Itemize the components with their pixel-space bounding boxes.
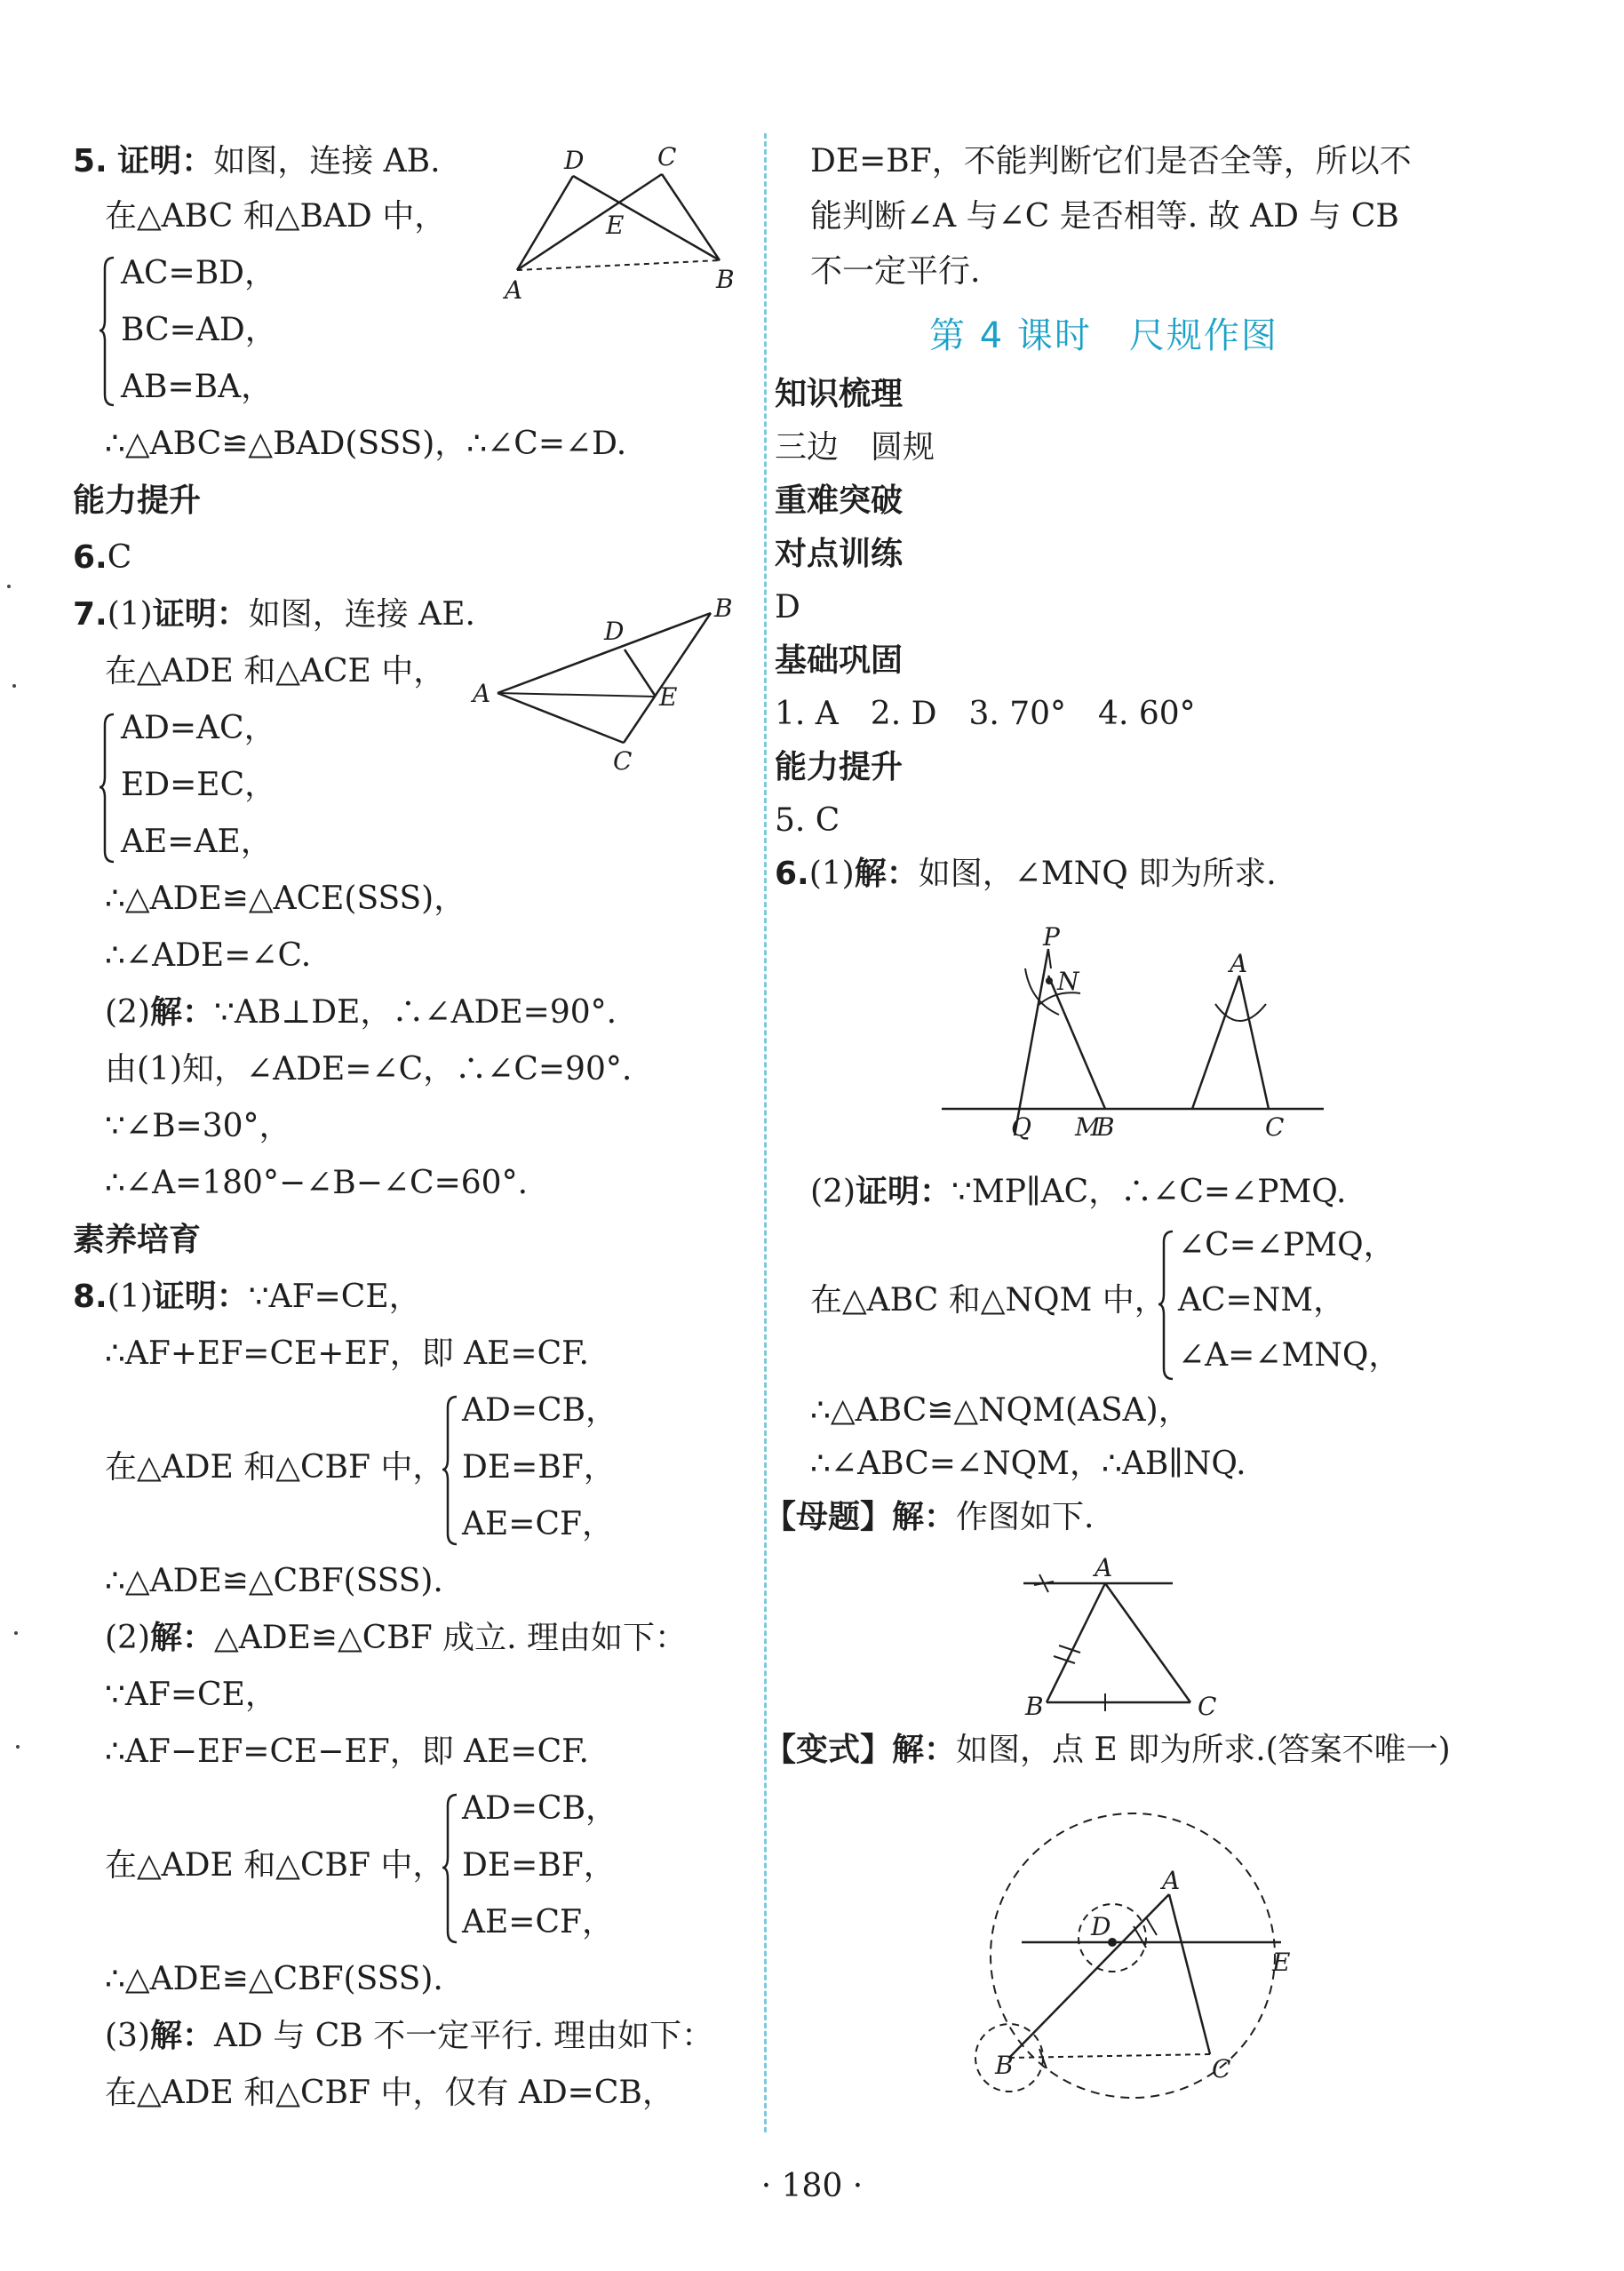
- fig5-label-B: B: [716, 265, 735, 294]
- q8-eq3: AE=CF，: [462, 1506, 614, 1542]
- right-section-ability: 能力提升: [775, 749, 904, 785]
- q7-conclusion1: ∴△ADE≌△ACE(SSS)，: [105, 881, 466, 917]
- fig7-label-E: E: [659, 682, 678, 712]
- margin-mark: [12, 684, 16, 688]
- mother-label-C: C: [1198, 1692, 1217, 1717]
- section-key: 重难突破: [775, 482, 904, 519]
- variant-label-A: A: [1162, 1866, 1181, 1895]
- section-knowledge: 知识梳理: [775, 376, 904, 412]
- q7-part2-line2: 由(1)知，∠ADE=∠C，∴∠C=90°.: [105, 1051, 633, 1088]
- q6-answer: 6.C: [73, 539, 132, 576]
- q7-figure: [462, 594, 746, 780]
- section-point-training: 对点训练: [775, 536, 904, 572]
- q8-line1: 8.(1)证明：∵AF=CE，: [73, 1279, 421, 1315]
- q8-part3-title: (3)解：AD 与 CB 不一定平行. 理由如下：: [105, 2018, 714, 2054]
- q8-eq2: DE=BF，: [462, 1449, 616, 1486]
- mother-problem: 【母题】解：作图如下.: [764, 1499, 1095, 1535]
- r-q6-eq2: AC=NM，: [1178, 1282, 1346, 1319]
- q8-eq4: AD=CB，: [462, 1790, 618, 1827]
- q7-eq1: AD=AC，: [121, 710, 276, 746]
- q5-line1: 5. 证明：如图，连接 AB.: [73, 143, 441, 179]
- fig6-label-N: N: [1057, 967, 1079, 996]
- q5-intro: 在△ABC 和△BAD 中，: [105, 198, 447, 235]
- q8-eq1: AD=CB，: [462, 1392, 618, 1429]
- q8-continuation-3: 不一定平行.: [810, 253, 981, 290]
- q7-intro: 在△ADE 和△ACE 中，: [105, 653, 446, 689]
- margin-mark: [7, 585, 11, 588]
- q7-part2-line4: ∴∠A=180°−∠B−∠C=60°.: [105, 1165, 529, 1201]
- fig5-label-C: C: [657, 142, 677, 171]
- q7-eq2: ED=EC，: [121, 767, 277, 803]
- variant-figure: [951, 1791, 1306, 2111]
- fig6-label-P: P: [1043, 922, 1060, 952]
- variant-label-B: B: [995, 2051, 1014, 2080]
- q6-figure: [933, 922, 1377, 1144]
- fig7-label-C: C: [613, 746, 633, 776]
- q5-figure: [498, 140, 755, 309]
- variant-label-C: C: [1212, 2054, 1231, 2084]
- q5-eq1: AC=BD，: [121, 255, 277, 291]
- q8-line2: ∴AF+EF=CE+EF，即 AE=CF.: [105, 1335, 589, 1372]
- margin-mark: [14, 1631, 18, 1635]
- r-q5-answer: 5. C: [775, 802, 840, 839]
- r-q6-eq3: ∠A=∠MNQ，: [1178, 1337, 1401, 1374]
- q5-eq2: BC=AD，: [121, 312, 277, 348]
- fig6-label-B: B: [1096, 1112, 1115, 1142]
- r-q6-intro: 在△ABC 和△NQM 中，: [810, 1282, 1166, 1319]
- mother-figure: [1013, 1557, 1226, 1717]
- q7-part2-line3: ∵∠B=30°，: [105, 1108, 291, 1144]
- q8-intro1: 在△ADE 和△CBF 中，: [105, 1449, 445, 1486]
- lesson-title: 第 4 课时 尺规作图: [929, 315, 1278, 356]
- mother-label-B: B: [1025, 1692, 1044, 1717]
- r-q6-part2-line1: (2)证明：∵MP∥AC，∴∠C=∠PMQ.: [810, 1174, 1347, 1210]
- margin-mark: [16, 1745, 20, 1749]
- q8-eq6: AE=CF，: [462, 1904, 614, 1940]
- left-section-literacy: 素养培育: [73, 1222, 202, 1258]
- fig7-label-A: A: [473, 679, 491, 708]
- q8-eq5: DE=BF，: [462, 1847, 616, 1884]
- fig5-label-D: D: [564, 146, 585, 175]
- q7-line1: 7.(1)证明：如图，连接 AE.: [73, 596, 475, 633]
- fig5-label-E: E: [606, 211, 625, 240]
- q8-conclusion1: ∴△ADE≌△CBF(SSS).: [105, 1563, 443, 1599]
- q8-part2-line2: ∴AF−EF=CE−EF，即 AE=CF.: [105, 1733, 589, 1770]
- r-q6-eq1: ∠C=∠PMQ，: [1178, 1227, 1396, 1263]
- q5-eq3: AB=BA，: [121, 369, 274, 405]
- fig6-label-C: C: [1265, 1112, 1285, 1142]
- basic-answers: 1. A 2. D 3. 70° 4. 60°: [775, 696, 1196, 732]
- fig5-label-A: A: [505, 275, 523, 305]
- knowledge-answer: 三边 圆规: [775, 429, 935, 466]
- column-divider: [764, 133, 767, 2132]
- variant-label-E: E: [1272, 1948, 1291, 1977]
- q8-continuation-1: DE=BF，不能判断它们是否全等，所以不: [810, 143, 1412, 179]
- fig6-label-M: M: [1075, 1112, 1101, 1142]
- r-q6-line1: 6.(1)解：如图，∠MNQ 即为所求.: [775, 856, 1277, 892]
- left-section-ability: 能力提升: [73, 482, 202, 519]
- variant-label-D: D: [1091, 1912, 1111, 1941]
- fig6-label-A: A: [1230, 949, 1248, 978]
- fig7-label-B: B: [714, 594, 733, 623]
- q7-eq3: AE=AE，: [121, 824, 273, 860]
- fig7-label-D: D: [604, 617, 625, 646]
- variant-problem: 【变式】解：如图，点 E 即为所求.(答案不唯一): [764, 1732, 1451, 1768]
- point-answer: D: [775, 589, 800, 626]
- q8-continuation-2: 能判断∠A 与∠C 是否相等. 故 AD 与 CB: [810, 198, 1399, 235]
- q8-conclusion2: ∴△ADE≌△CBF(SSS).: [105, 1961, 443, 1997]
- page-number: · 180 ·: [760, 2168, 864, 2204]
- mother-label-A: A: [1095, 1557, 1113, 1582]
- q8-part3-line1: 在△ADE 和△CBF 中，仅有 AD=CB，: [105, 2075, 674, 2111]
- q7-conclusion2: ∴∠ADE=∠C.: [105, 937, 312, 974]
- q7-part2-line1: (2)解：∵AB⊥DE，∴∠ADE=90°.: [105, 994, 617, 1031]
- q8-part2-line1: ∵AF=CE，: [105, 1677, 277, 1713]
- r-q6-conclusion2: ∴∠ABC=∠NQM，∴AB∥NQ.: [810, 1446, 1246, 1482]
- q8-part2-title: (2)解：△ADE≌△CBF 成立. 理由如下：: [105, 1620, 688, 1656]
- q8-intro2: 在△ADE 和△CBF 中，: [105, 1847, 445, 1884]
- q5-conclusion: ∴△ABC≌△BAD(SSS)，∴∠C=∠D.: [105, 426, 627, 462]
- fig6-label-Q: Q: [1011, 1112, 1031, 1142]
- section-basic: 基础巩固: [775, 642, 904, 679]
- r-q6-conclusion1: ∴△ABC≌△NQM(ASA)，: [810, 1392, 1190, 1429]
